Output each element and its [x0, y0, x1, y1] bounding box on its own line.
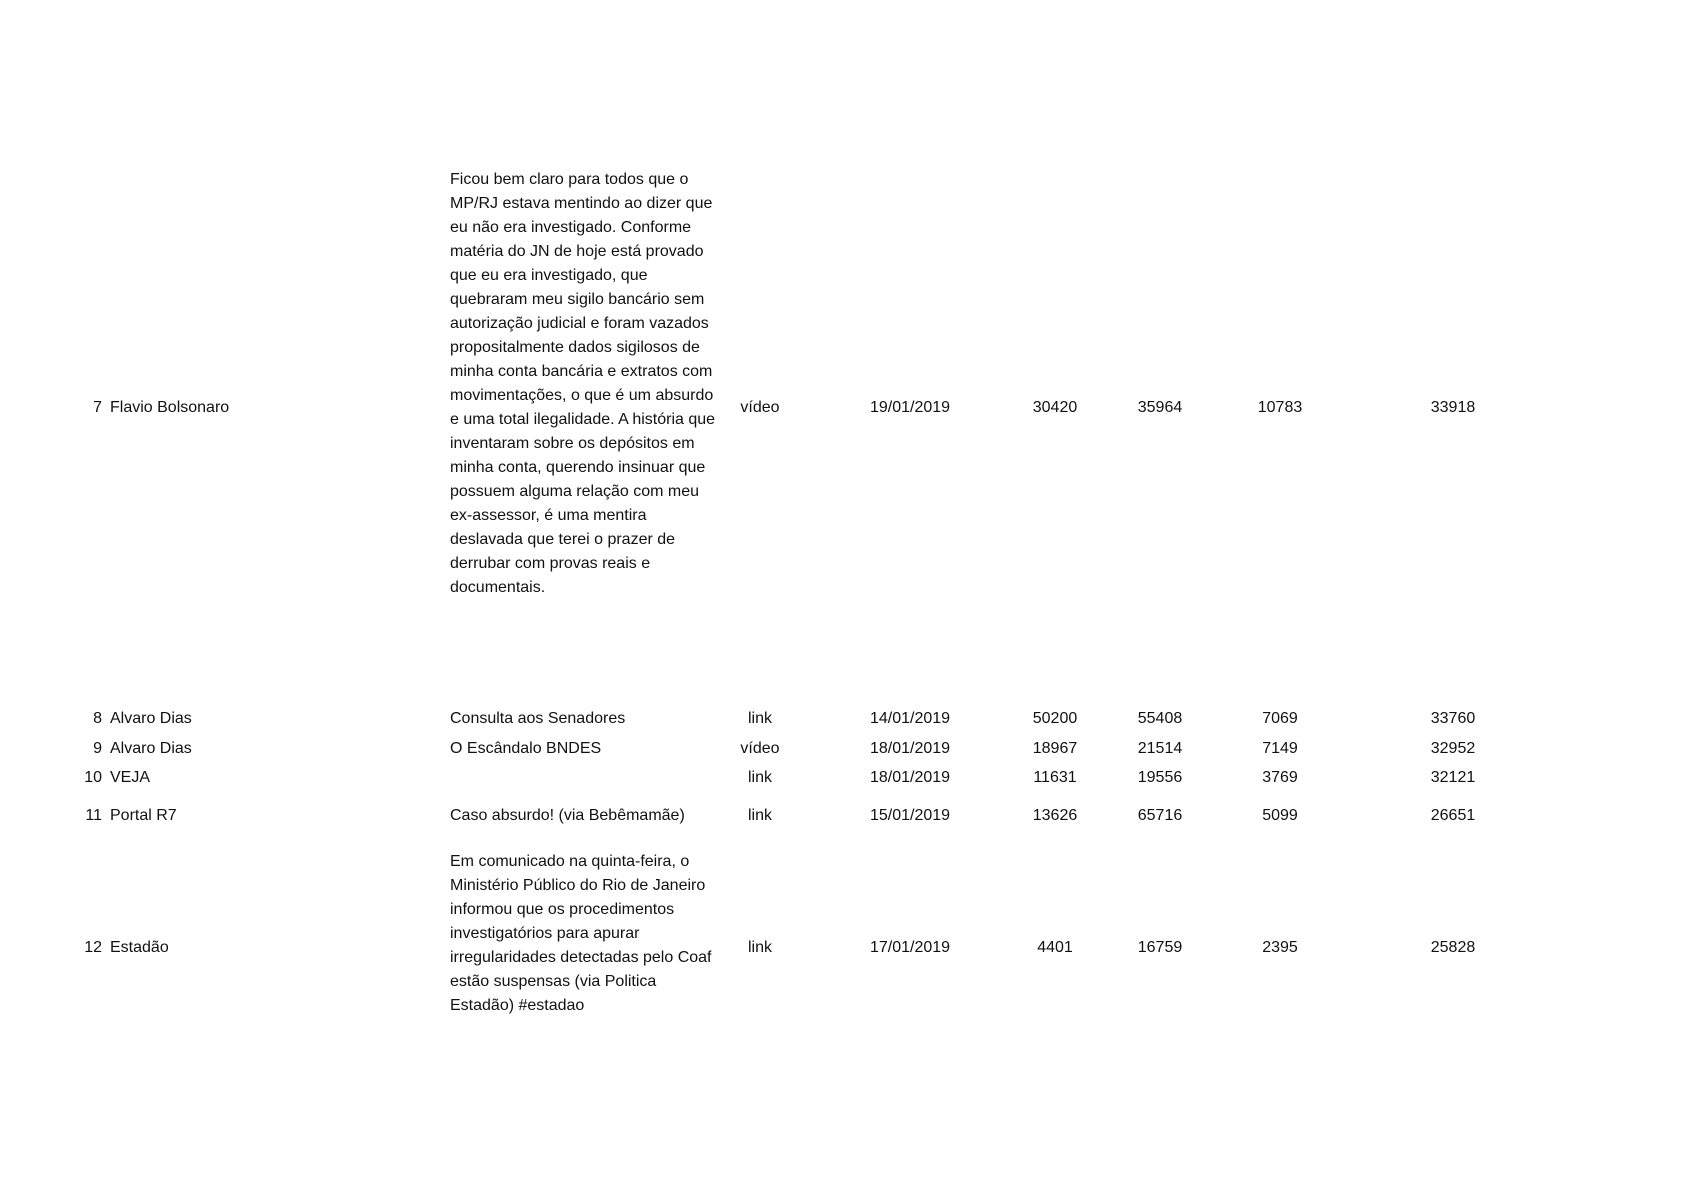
- table-row: [0, 737, 1684, 761]
- metric-1: 4401: [1037, 939, 1073, 956]
- table-row: [0, 850, 1684, 1066]
- metric-4: 32952: [1430, 740, 1476, 757]
- source-name: Alvaro Dias: [110, 710, 192, 727]
- post-type: vídeo: [740, 399, 780, 416]
- post-date: 19/01/2019: [869, 399, 951, 416]
- source-name: Alvaro Dias: [110, 740, 192, 757]
- metric-1: 13626: [1032, 807, 1078, 824]
- row-number: 10: [84, 769, 102, 786]
- table-row: [0, 168, 1684, 652]
- metric-3: 3769: [1262, 769, 1298, 786]
- post-date: 18/01/2019: [869, 769, 951, 786]
- metric-1: 11631: [1033, 769, 1077, 786]
- metric-4: 25828: [1430, 939, 1476, 956]
- post-date: 17/01/2019: [869, 939, 951, 956]
- source-name: Estadão: [110, 939, 169, 956]
- metric-4: 26651: [1430, 807, 1476, 824]
- metric-2: 35964: [1137, 399, 1183, 416]
- row-number: 8: [93, 710, 102, 727]
- post-text: Caso absurdo! (via Bebêmamãe): [450, 807, 685, 824]
- metric-3: 2395: [1262, 939, 1298, 956]
- post-type: link: [747, 710, 772, 727]
- row-number: 11: [85, 807, 102, 824]
- metric-1: 30420: [1032, 399, 1078, 416]
- metric-3: 10783: [1257, 399, 1303, 416]
- metric-3: 7149: [1262, 740, 1298, 757]
- metric-4: 32121: [1430, 769, 1476, 786]
- table-row: [0, 766, 1684, 790]
- metric-2: 19556: [1137, 769, 1183, 786]
- metric-1: 50200: [1032, 710, 1078, 727]
- source-name: VEJA: [110, 769, 151, 786]
- table-row: [0, 707, 1684, 731]
- metric-2: 21514: [1137, 740, 1183, 757]
- post-date: 18/01/2019: [869, 740, 951, 757]
- post-type: vídeo: [740, 740, 780, 757]
- metric-2: 16759: [1137, 939, 1183, 956]
- post-type: link: [747, 807, 772, 824]
- post-text: Ficou bem claro para todos que o MP/RJ estava mentindo ao dizer que eu não era investigado. Conforme matéria do JN de hoje está provado que eu era investigado, que quebraram meu sigilo bancário sem autorização judicial e foram vazados propositalmente dados sigilosos de minha conta bancária e extratos com movimentações, o que é um absurdo e uma total ilegalidade. A história que inventaram sobre os depósitos em minha conta, querendo insinuar que possuem alguma relação com meu ex-assessor, é uma mentira deslavada que terei o prazer de derrubar com provas reais e documentais.: [450, 171, 716, 596]
- post-type: link: [747, 769, 772, 786]
- metric-2: 55408: [1137, 710, 1183, 727]
- metric-2: 65716: [1137, 807, 1183, 824]
- table-row: [0, 804, 1684, 828]
- row-number: 12: [84, 939, 102, 956]
- post-type: link: [747, 939, 772, 956]
- post-text: Consulta aos Senadores: [450, 710, 626, 727]
- post-date: 15/01/2019: [869, 807, 951, 824]
- metric-4: 33918: [1430, 399, 1476, 416]
- post-text: O Escândalo BNDES: [450, 740, 602, 757]
- row-number: 7: [93, 399, 102, 416]
- metric-3: 5099: [1262, 807, 1298, 824]
- source-name: Flavio Bolsonaro: [110, 399, 230, 416]
- metric-1: 18967: [1032, 740, 1078, 757]
- metric-4: 33760: [1430, 710, 1476, 727]
- post-text: Em comunicado na quinta-feira, o Ministério Público do Rio de Janeiro informou que os procedimentos investigatórios para apurar irregularidades detectadas pelo Coaf estão suspensas (via Politica Estadão) #estadao: [450, 853, 712, 1014]
- post-date: 14/01/2019: [869, 710, 951, 727]
- metric-3: 7069: [1262, 710, 1298, 727]
- row-number: 9: [93, 740, 102, 757]
- source-name: Portal R7: [110, 807, 177, 824]
